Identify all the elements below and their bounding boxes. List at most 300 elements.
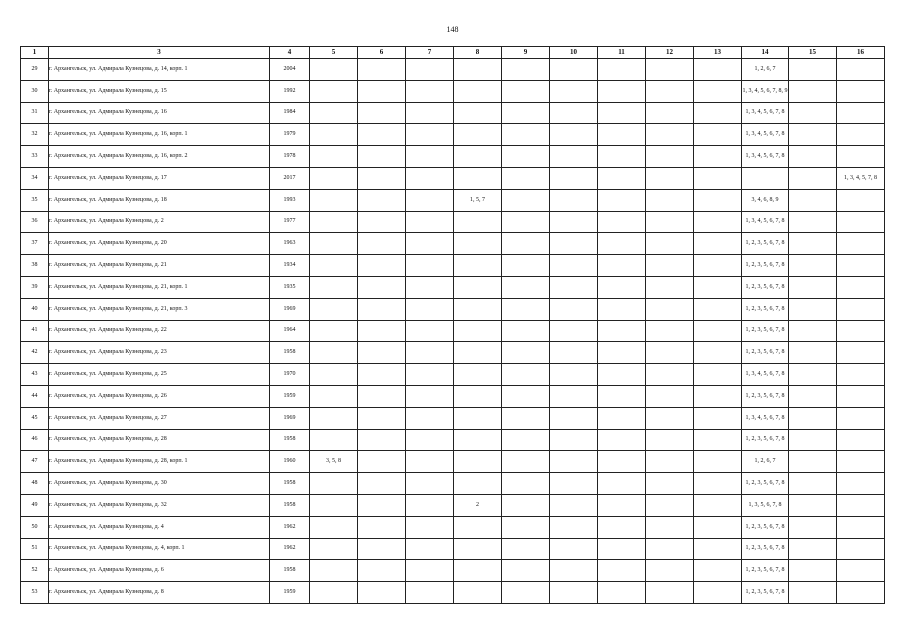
column-10-cell — [550, 320, 598, 342]
row-number-cell: 38 — [21, 255, 49, 277]
address-cell: г. Архангельск, ул. Адмирала Кузнецова, д. 4 — [49, 516, 270, 538]
column-7-cell — [406, 146, 454, 168]
column-5-cell — [310, 429, 358, 451]
column-9-cell — [502, 102, 550, 124]
column-16-cell — [837, 538, 885, 560]
column-12-cell — [646, 429, 694, 451]
address-cell: г. Архангельск, ул. Адмирала Кузнецова, д. 26 — [49, 385, 270, 407]
row-number-cell: 43 — [21, 364, 49, 386]
column-5-cell — [310, 255, 358, 277]
table-row — [21, 473, 885, 495]
column-9-cell — [502, 582, 550, 604]
column-5-cell — [310, 494, 358, 516]
column-13-cell — [694, 407, 742, 429]
column-7-cell — [406, 429, 454, 451]
column-10-cell — [550, 124, 598, 146]
column-11-cell — [598, 233, 646, 255]
column-16-cell — [837, 80, 885, 102]
column-7-cell — [406, 167, 454, 189]
column-14-cell: 1, 2, 3, 5, 6, 7, 8 — [742, 320, 789, 342]
column-8-cell — [454, 385, 502, 407]
column-10-cell — [550, 59, 598, 81]
column-5-cell — [310, 189, 358, 211]
column-10-cell — [550, 451, 598, 473]
column-5-cell — [310, 320, 358, 342]
column-16-cell — [837, 189, 885, 211]
column-12-cell — [646, 560, 694, 582]
column-9-cell — [502, 516, 550, 538]
column-9-cell — [502, 298, 550, 320]
row-number-cell: 41 — [21, 320, 49, 342]
column-8-cell — [454, 429, 502, 451]
table-row — [21, 233, 885, 255]
table-row — [21, 364, 885, 386]
column-16-cell — [837, 385, 885, 407]
column-13-cell — [694, 385, 742, 407]
column-13-cell — [694, 59, 742, 81]
column-16-cell — [837, 560, 885, 582]
row-number-cell: 44 — [21, 385, 49, 407]
column-12-cell — [646, 298, 694, 320]
column-9-cell — [502, 407, 550, 429]
year-cell: 1958 — [270, 560, 310, 582]
address-cell: г. Архангельск, ул. Адмирала Кузнецова, д. 28, корп. 1 — [49, 451, 270, 473]
year-cell: 1984 — [270, 102, 310, 124]
year-cell: 1979 — [270, 124, 310, 146]
column-13-cell — [694, 233, 742, 255]
table-row — [21, 320, 885, 342]
column-8-cell — [454, 233, 502, 255]
column-10-cell — [550, 189, 598, 211]
column-5-cell: 3, 5, 8 — [310, 451, 358, 473]
column-11-cell — [598, 494, 646, 516]
column-6-cell — [358, 385, 406, 407]
column-16-cell — [837, 102, 885, 124]
table-row — [21, 298, 885, 320]
column-10-cell — [550, 80, 598, 102]
year-cell: 1934 — [270, 255, 310, 277]
row-number-cell: 30 — [21, 80, 49, 102]
column-7-cell — [406, 320, 454, 342]
column-10-cell — [550, 255, 598, 277]
column-16-cell — [837, 342, 885, 364]
column-8-cell: 1, 5, 7 — [454, 189, 502, 211]
column-5-cell — [310, 364, 358, 386]
column-15-cell — [789, 494, 837, 516]
column-10-cell — [550, 385, 598, 407]
address-cell: г. Архангельск, ул. Адмирала Кузнецова, д. 21 — [49, 255, 270, 277]
column-16-cell — [837, 516, 885, 538]
column-14-cell: 1, 2, 3, 5, 6, 7, 8 — [742, 516, 789, 538]
column-7-cell — [406, 494, 454, 516]
column-12-cell — [646, 233, 694, 255]
column-14-cell: 1, 2, 3, 5, 6, 7, 8 — [742, 473, 789, 495]
column-7-cell — [406, 473, 454, 495]
column-11-cell — [598, 59, 646, 81]
year-cell: 1969 — [270, 298, 310, 320]
column-13-cell — [694, 124, 742, 146]
column-10-cell — [550, 342, 598, 364]
column-10-cell — [550, 582, 598, 604]
column-13-cell — [694, 494, 742, 516]
column-8-cell — [454, 59, 502, 81]
table-row — [21, 538, 885, 560]
column-6-cell — [358, 560, 406, 582]
column-11-cell — [598, 189, 646, 211]
column-6-cell — [358, 124, 406, 146]
column-5-cell — [310, 167, 358, 189]
year-cell: 1964 — [270, 320, 310, 342]
column-10-cell — [550, 516, 598, 538]
column-header: 4 — [270, 47, 310, 59]
table-row — [21, 124, 885, 146]
year-cell: 1958 — [270, 473, 310, 495]
column-10-cell — [550, 167, 598, 189]
column-16-cell — [837, 255, 885, 277]
column-16-cell — [837, 59, 885, 81]
column-15-cell — [789, 124, 837, 146]
column-11-cell — [598, 538, 646, 560]
column-6-cell — [358, 494, 406, 516]
column-11-cell — [598, 342, 646, 364]
column-5-cell — [310, 516, 358, 538]
column-6-cell — [358, 582, 406, 604]
column-6-cell — [358, 276, 406, 298]
column-6-cell — [358, 538, 406, 560]
page-number: 148 — [446, 25, 459, 34]
column-6-cell — [358, 189, 406, 211]
address-cell: г. Архангельск, ул. Адмирала Кузнецова, д. 17 — [49, 167, 270, 189]
column-15-cell — [789, 80, 837, 102]
column-15-cell — [789, 167, 837, 189]
row-number-cell: 39 — [21, 276, 49, 298]
column-5-cell — [310, 407, 358, 429]
column-5-cell — [310, 342, 358, 364]
column-9-cell — [502, 146, 550, 168]
address-cell: г. Архангельск, ул. Адмирала Кузнецова, д. 2 — [49, 211, 270, 233]
column-9-cell — [502, 233, 550, 255]
column-7-cell — [406, 342, 454, 364]
column-13-cell — [694, 320, 742, 342]
column-header: 6 — [358, 47, 406, 59]
address-cell: г. Архангельск, ул. Адмирала Кузнецова, д. 28 — [49, 429, 270, 451]
column-9-cell — [502, 342, 550, 364]
column-8-cell — [454, 364, 502, 386]
column-7-cell — [406, 189, 454, 211]
column-6-cell — [358, 211, 406, 233]
column-12-cell — [646, 59, 694, 81]
column-7-cell — [406, 364, 454, 386]
address-cell: г. Архангельск, ул. Адмирала Кузнецова, д. 27 — [49, 407, 270, 429]
column-16-cell — [837, 146, 885, 168]
table-row — [21, 516, 885, 538]
column-16-cell — [837, 298, 885, 320]
row-number-cell: 29 — [21, 59, 49, 81]
column-16-cell — [837, 233, 885, 255]
table-row — [21, 80, 885, 102]
column-13-cell — [694, 80, 742, 102]
column-10-cell — [550, 473, 598, 495]
column-7-cell — [406, 516, 454, 538]
column-12-cell — [646, 102, 694, 124]
column-12-cell — [646, 124, 694, 146]
column-11-cell — [598, 560, 646, 582]
column-7-cell — [406, 211, 454, 233]
year-cell: 1978 — [270, 146, 310, 168]
column-9-cell — [502, 211, 550, 233]
column-11-cell — [598, 451, 646, 473]
table-row — [21, 146, 885, 168]
year-cell: 2004 — [270, 59, 310, 81]
address-cell: г. Архангельск, ул. Адмирала Кузнецова, д. 15 — [49, 80, 270, 102]
column-11-cell — [598, 385, 646, 407]
column-13-cell — [694, 167, 742, 189]
row-number-cell: 51 — [21, 538, 49, 560]
column-11-cell — [598, 582, 646, 604]
column-8-cell — [454, 451, 502, 473]
column-7-cell — [406, 276, 454, 298]
year-cell: 1963 — [270, 233, 310, 255]
column-10-cell — [550, 146, 598, 168]
column-16-cell — [837, 494, 885, 516]
column-5-cell — [310, 385, 358, 407]
column-15-cell — [789, 233, 837, 255]
table-row — [21, 102, 885, 124]
column-14-cell: 1, 3, 4, 5, 6, 7, 8, 9 — [742, 80, 789, 102]
column-14-cell: 1, 3, 4, 5, 6, 7, 8 — [742, 364, 789, 386]
column-16-cell — [837, 429, 885, 451]
address-cell: г. Архангельск, ул. Адмирала Кузнецова, д. 18 — [49, 189, 270, 211]
column-16-cell: 1, 3, 4, 5, 7, 8 — [837, 167, 885, 189]
column-8-cell — [454, 124, 502, 146]
housing-register-table — [20, 46, 885, 604]
column-8-cell — [454, 320, 502, 342]
column-14-cell: 1, 2, 3, 5, 6, 7, 8 — [742, 342, 789, 364]
column-12-cell — [646, 146, 694, 168]
row-number-cell: 34 — [21, 167, 49, 189]
year-cell: 1958 — [270, 494, 310, 516]
row-number-cell: 49 — [21, 494, 49, 516]
column-5-cell — [310, 538, 358, 560]
column-5-cell — [310, 473, 358, 495]
column-13-cell — [694, 560, 742, 582]
column-header: 8 — [454, 47, 502, 59]
column-6-cell — [358, 80, 406, 102]
column-10-cell — [550, 233, 598, 255]
column-13-cell — [694, 189, 742, 211]
column-10-cell — [550, 211, 598, 233]
column-13-cell — [694, 473, 742, 495]
row-number-cell: 40 — [21, 298, 49, 320]
column-6-cell — [358, 233, 406, 255]
table-row — [21, 276, 885, 298]
row-number-cell: 42 — [21, 342, 49, 364]
column-11-cell — [598, 298, 646, 320]
column-8-cell: 2 — [454, 494, 502, 516]
column-5-cell — [310, 102, 358, 124]
column-8-cell — [454, 211, 502, 233]
address-cell: г. Архангельск, ул. Адмирала Кузнецова, д. 4, корп. 1 — [49, 538, 270, 560]
year-cell: 1962 — [270, 538, 310, 560]
column-header: 7 — [406, 47, 454, 59]
column-12-cell — [646, 516, 694, 538]
column-header: 5 — [310, 47, 358, 59]
table-row — [21, 494, 885, 516]
column-7-cell — [406, 385, 454, 407]
table-row — [21, 582, 885, 604]
column-15-cell — [789, 407, 837, 429]
column-6-cell — [358, 342, 406, 364]
column-15-cell — [789, 255, 837, 277]
column-5-cell — [310, 211, 358, 233]
column-15-cell — [789, 102, 837, 124]
column-14-cell: 1, 2, 3, 5, 6, 7, 8 — [742, 298, 789, 320]
column-14-cell: 1, 2, 3, 5, 6, 7, 8 — [742, 538, 789, 560]
table-row — [21, 255, 885, 277]
table-row — [21, 167, 885, 189]
column-8-cell — [454, 407, 502, 429]
year-cell: 1977 — [270, 211, 310, 233]
column-9-cell — [502, 473, 550, 495]
column-6-cell — [358, 59, 406, 81]
column-6-cell — [358, 167, 406, 189]
column-16-cell — [837, 211, 885, 233]
column-13-cell — [694, 538, 742, 560]
column-13-cell — [694, 298, 742, 320]
column-5-cell — [310, 80, 358, 102]
column-13-cell — [694, 146, 742, 168]
column-7-cell — [406, 102, 454, 124]
column-15-cell — [789, 385, 837, 407]
column-16-cell — [837, 124, 885, 146]
column-9-cell — [502, 560, 550, 582]
column-12-cell — [646, 276, 694, 298]
column-15-cell — [789, 364, 837, 386]
address-cell: г. Архангельск, ул. Адмирала Кузнецова, д. 6 — [49, 560, 270, 582]
column-5-cell — [310, 124, 358, 146]
column-15-cell — [789, 189, 837, 211]
column-14-cell: 1, 2, 3, 5, 6, 7, 8 — [742, 560, 789, 582]
column-11-cell — [598, 429, 646, 451]
column-5-cell — [310, 276, 358, 298]
column-6-cell — [358, 320, 406, 342]
column-11-cell — [598, 276, 646, 298]
column-5-cell — [310, 146, 358, 168]
column-6-cell — [358, 102, 406, 124]
address-cell: г. Архангельск, ул. Адмирала Кузнецова, д. 20 — [49, 233, 270, 255]
column-15-cell — [789, 320, 837, 342]
year-cell: 1958 — [270, 429, 310, 451]
column-12-cell — [646, 189, 694, 211]
column-15-cell — [789, 582, 837, 604]
column-11-cell — [598, 211, 646, 233]
column-9-cell — [502, 385, 550, 407]
column-6-cell — [358, 298, 406, 320]
column-11-cell — [598, 146, 646, 168]
column-14-cell: 1, 3, 4, 5, 6, 7, 8 — [742, 211, 789, 233]
column-9-cell — [502, 538, 550, 560]
column-8-cell — [454, 538, 502, 560]
column-7-cell — [406, 298, 454, 320]
column-13-cell — [694, 364, 742, 386]
column-14-cell: 1, 2, 3, 5, 6, 7, 8 — [742, 276, 789, 298]
address-cell: г. Архангельск, ул. Адмирала Кузнецова, д. 23 — [49, 342, 270, 364]
column-7-cell — [406, 407, 454, 429]
column-15-cell — [789, 146, 837, 168]
year-cell: 2017 — [270, 167, 310, 189]
row-number-cell: 36 — [21, 211, 49, 233]
table-row — [21, 407, 885, 429]
column-12-cell — [646, 211, 694, 233]
column-14-cell: 1, 2, 3, 5, 6, 7, 8 — [742, 255, 789, 277]
column-14-cell: 1, 2, 3, 5, 6, 7, 8 — [742, 385, 789, 407]
column-16-cell — [837, 473, 885, 495]
year-cell: 1958 — [270, 342, 310, 364]
column-16-cell — [837, 582, 885, 604]
column-14-cell: 1, 3, 5, 6, 7, 8 — [742, 494, 789, 516]
column-7-cell — [406, 451, 454, 473]
column-16-cell — [837, 364, 885, 386]
column-12-cell — [646, 451, 694, 473]
column-12-cell — [646, 255, 694, 277]
row-number-cell: 50 — [21, 516, 49, 538]
column-header: 11 — [598, 47, 646, 59]
column-13-cell — [694, 451, 742, 473]
address-cell: г. Архангельск, ул. Адмирала Кузнецова, д. 30 — [49, 473, 270, 495]
table-body — [21, 59, 885, 604]
table-row — [21, 189, 885, 211]
column-5-cell — [310, 582, 358, 604]
column-15-cell — [789, 538, 837, 560]
column-16-cell — [837, 451, 885, 473]
address-cell: г. Архангельск, ул. Адмирала Кузнецова, д. 25 — [49, 364, 270, 386]
column-15-cell — [789, 298, 837, 320]
address-cell: г. Архангельск, ул. Адмирала Кузнецова, д. 21, корп. 1 — [49, 276, 270, 298]
year-cell: 1970 — [270, 364, 310, 386]
column-6-cell — [358, 407, 406, 429]
row-number-cell: 45 — [21, 407, 49, 429]
column-8-cell — [454, 255, 502, 277]
year-cell: 1960 — [270, 451, 310, 473]
column-8-cell — [454, 582, 502, 604]
column-14-cell — [742, 167, 789, 189]
column-15-cell — [789, 516, 837, 538]
column-11-cell — [598, 124, 646, 146]
column-11-cell — [598, 364, 646, 386]
table-row — [21, 59, 885, 81]
column-9-cell — [502, 451, 550, 473]
year-cell: 1962 — [270, 516, 310, 538]
column-11-cell — [598, 255, 646, 277]
column-15-cell — [789, 560, 837, 582]
header-row — [21, 47, 885, 59]
column-8-cell — [454, 516, 502, 538]
column-10-cell — [550, 494, 598, 516]
column-14-cell: 1, 3, 4, 5, 6, 7, 8 — [742, 407, 789, 429]
column-12-cell — [646, 385, 694, 407]
column-14-cell: 1, 2, 3, 5, 6, 7, 8 — [742, 582, 789, 604]
column-9-cell — [502, 494, 550, 516]
column-6-cell — [358, 364, 406, 386]
column-12-cell — [646, 407, 694, 429]
row-number-cell: 46 — [21, 429, 49, 451]
column-7-cell — [406, 124, 454, 146]
table-row — [21, 560, 885, 582]
column-13-cell — [694, 582, 742, 604]
column-5-cell — [310, 233, 358, 255]
column-7-cell — [406, 560, 454, 582]
column-11-cell — [598, 407, 646, 429]
